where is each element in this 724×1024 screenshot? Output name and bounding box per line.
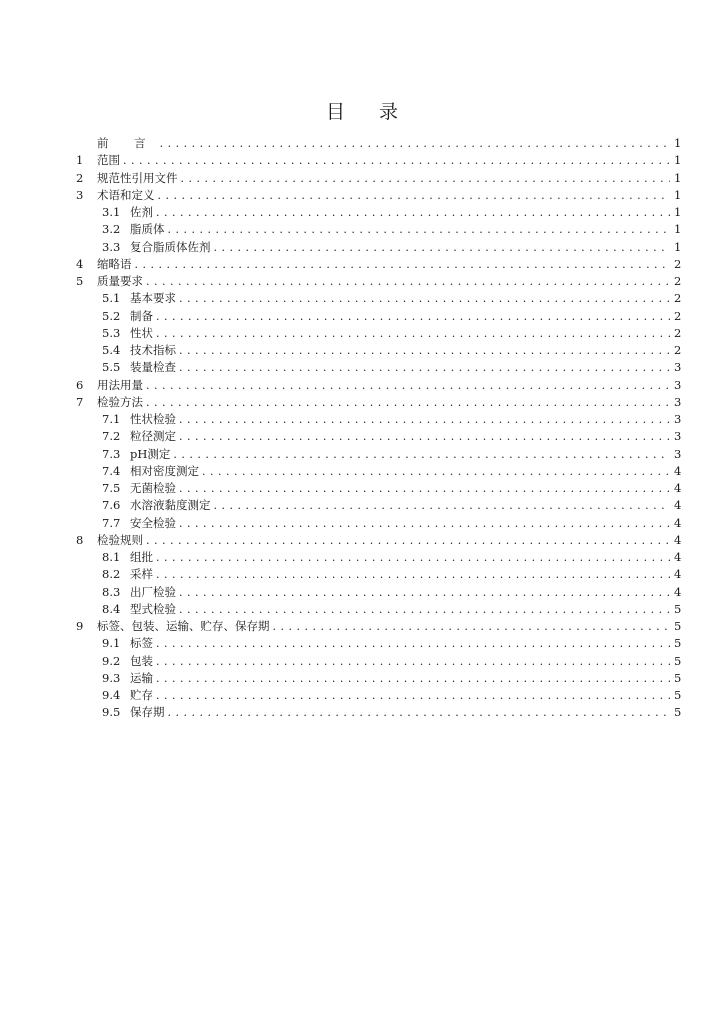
dot-leader — [214, 497, 671, 514]
toc-entry-label: 性状 — [130, 325, 153, 340]
toc-entry-number: 7.4 — [102, 463, 121, 478]
toc-entry — [76, 273, 680, 290]
toc-entry-page: 5 — [674, 636, 682, 651]
toc-entry-label: 相对密度测定 — [130, 463, 199, 478]
toc-entry-page: 1 — [674, 205, 682, 219]
dot-leader — [179, 290, 670, 307]
toc-entry-label: 复合脂质体佐剂 — [130, 239, 211, 254]
toc-entry-label: 贮存 — [130, 688, 153, 702]
toc-entry-number: 9 — [76, 619, 84, 633]
dot-leader — [202, 463, 670, 480]
toc-entry — [76, 532, 680, 549]
toc-entry-number: 3.2 — [102, 222, 121, 237]
toc-entry-page: 3 — [674, 429, 682, 444]
toc-entry-number: 9.2 — [102, 653, 121, 668]
toc-subentry — [76, 359, 680, 376]
dot-leader — [179, 584, 670, 601]
toc-subentry — [76, 308, 680, 325]
toc-entry-page: 5 — [674, 705, 682, 720]
toc-entry-label: 保存期 — [130, 705, 165, 720]
toc-entry-number: 3.3 — [102, 239, 121, 254]
toc-subentry — [76, 635, 680, 652]
dot-leader — [181, 170, 671, 187]
dot-leader — [156, 670, 670, 687]
toc-subentry — [76, 497, 680, 514]
toc-entry-page: 1 — [674, 239, 682, 254]
toc-entry-label: 出厂检验 — [130, 584, 176, 599]
dot-leader — [146, 532, 670, 549]
toc-entry-number: 8.3 — [102, 584, 121, 599]
toc-subentry — [76, 428, 680, 445]
dot-leader — [160, 135, 670, 152]
toc-entry-label: 组批 — [130, 550, 153, 564]
toc-entry-number: 9.1 — [102, 636, 121, 651]
toc-entry-page: 5 — [674, 688, 682, 702]
toc-entry-page: 2 — [674, 325, 682, 340]
toc-entry-page: 1 — [674, 222, 682, 237]
dot-leader — [158, 187, 671, 204]
dot-leader — [179, 359, 670, 376]
toc-entry-label: 检验规则 — [97, 532, 143, 547]
dot-leader — [156, 635, 670, 652]
toc-entry-label: 基本要求 — [130, 291, 176, 306]
toc-entry-number: 8.1 — [102, 550, 121, 564]
dot-leader — [168, 221, 671, 238]
toc-entry-number: 6 — [76, 377, 84, 392]
toc-entry-page: 3 — [674, 360, 682, 375]
dot-leader — [156, 325, 670, 342]
toc-entry-page: 5 — [674, 601, 682, 616]
toc-subentry — [76, 480, 680, 497]
dot-leader — [179, 480, 670, 497]
toc-entry-number: 5.5 — [102, 360, 121, 375]
toc-entry-label: 无菌检验 — [130, 481, 176, 495]
toc-entry-number: 7.1 — [102, 412, 121, 426]
toc-entry-number: 3.1 — [102, 205, 121, 219]
toc-entry-label: 术语和定义 — [97, 187, 155, 202]
toc-entry-label: 技术指标 — [130, 343, 176, 357]
toc-entry-page: 5 — [674, 653, 682, 668]
toc-entry-page: 2 — [674, 308, 682, 323]
toc-entry-page: 4 — [674, 567, 682, 582]
toc-entry-label: 装量检查 — [130, 360, 176, 375]
toc-subentry — [76, 342, 680, 359]
toc-entry-number: 5.4 — [102, 343, 121, 357]
toc-subentry — [76, 670, 680, 687]
toc-entry-label: 范围 — [97, 153, 120, 168]
toc-entry-label: 脂质体 — [130, 222, 165, 237]
toc-entry-number: 5 — [76, 274, 84, 288]
dot-leader — [156, 566, 670, 583]
toc-entry — [76, 187, 680, 204]
toc-entry-page: 1 — [674, 187, 682, 202]
toc-entry-label: 安全检验 — [130, 515, 176, 530]
toc-subentry — [76, 463, 680, 480]
toc-entry-number: 9.5 — [102, 705, 121, 720]
toc-subentry — [76, 221, 680, 238]
toc-entry-page: 4 — [674, 463, 682, 478]
toc-entry-page: 3 — [674, 412, 682, 426]
toc-entry-number: 4 — [76, 256, 84, 271]
toc-entry-label: 检验方法 — [97, 394, 143, 409]
toc-entry-label: 前 言 — [97, 136, 157, 150]
toc-entry-number: 7.5 — [102, 481, 121, 495]
toc-subentry — [76, 566, 680, 583]
toc-entry-number: 7 — [76, 394, 84, 409]
dot-leader — [135, 256, 671, 273]
toc-entry-number: 7.2 — [102, 429, 121, 444]
toc-entry-number: 7.6 — [102, 498, 121, 513]
dot-leader — [156, 653, 670, 670]
dot-leader — [179, 428, 670, 445]
toc-entry-label: 粒径测定 — [130, 429, 176, 444]
dot-leader — [179, 515, 670, 532]
toc-entry-number: 8 — [76, 532, 84, 547]
toc-entry-page: 1 — [674, 170, 682, 185]
toc-entry-label: 标签 — [130, 636, 153, 651]
dot-leader — [273, 618, 671, 635]
toc-entry-number: 5.1 — [102, 291, 121, 306]
toc-subentry — [76, 653, 680, 670]
toc-entry — [76, 170, 680, 187]
toc-entry-label: 运输 — [130, 670, 153, 685]
toc-entry-label: 水溶液黏度测定 — [130, 498, 211, 513]
toc-entry-number: 3 — [76, 187, 84, 202]
dot-leader — [156, 549, 670, 566]
toc-entry-label: 质量要求 — [97, 274, 143, 288]
toc-entry-label: 佐剂 — [130, 205, 153, 219]
toc-subentry — [76, 601, 680, 618]
toc-entry-page: 4 — [674, 584, 682, 599]
toc-entry-number: 8.2 — [102, 567, 121, 582]
toc-entry-page: 4 — [674, 532, 682, 547]
toc-entry — [76, 135, 680, 152]
toc-subentry — [76, 290, 680, 307]
toc-subentry — [76, 687, 680, 704]
dot-leader — [146, 377, 670, 394]
toc-entry-number: 2 — [76, 170, 84, 185]
toc-entry-label: 标签、包装、运输、贮存、保存期 — [97, 619, 270, 633]
toc-entry-page: 4 — [674, 481, 682, 495]
toc-entry — [76, 618, 680, 635]
toc-entry — [76, 152, 680, 169]
toc-entry — [76, 377, 680, 394]
dot-leader — [214, 239, 671, 256]
toc-subentry — [76, 584, 680, 601]
toc-entry-page: 3 — [674, 394, 682, 409]
toc-subentry — [76, 239, 680, 256]
toc-entry-label: 规范性引用文件 — [97, 170, 178, 185]
page-title: 目 录 — [325, 101, 413, 123]
toc-subentry — [76, 446, 680, 463]
table-of-contents — [76, 135, 680, 722]
dot-leader — [123, 152, 670, 169]
toc-entry-page: 5 — [674, 619, 682, 633]
toc-subentry — [76, 204, 680, 221]
dot-leader — [156, 687, 670, 704]
dot-leader — [146, 273, 670, 290]
toc-subentry — [76, 704, 680, 721]
toc-subentry — [76, 515, 680, 532]
dot-leader — [156, 308, 670, 325]
toc-entry-label: 型式检验 — [130, 601, 176, 616]
toc-entry-page: 1 — [674, 136, 682, 150]
toc-entry-number: 9.3 — [102, 670, 121, 685]
toc-entry-page: 1 — [674, 153, 682, 168]
toc-entry-page: 5 — [674, 670, 682, 685]
toc-entry-number: 1 — [76, 153, 84, 168]
toc-entry-number: 5.3 — [102, 325, 121, 340]
toc-entry-page: 4 — [674, 550, 682, 564]
toc-entry-page: 4 — [674, 515, 682, 530]
toc-entry-number: 8.4 — [102, 601, 121, 616]
toc-entry-label: 用法用量 — [97, 377, 143, 392]
toc-subentry — [76, 549, 680, 566]
toc-entry-label: pH测定 — [130, 446, 171, 461]
toc-entry-page: 3 — [674, 377, 682, 392]
dot-leader — [179, 411, 670, 428]
dot-leader — [156, 204, 670, 221]
toc-entry-label: 缩略语 — [97, 256, 132, 271]
toc-entry — [76, 394, 680, 411]
toc-entry-label: 性状检验 — [130, 412, 176, 426]
toc-entry-page: 2 — [674, 256, 682, 271]
toc-subentry — [76, 411, 680, 428]
toc-entry — [76, 256, 680, 273]
toc-entry-number: 5.2 — [102, 308, 121, 323]
dot-leader — [173, 446, 670, 463]
dot-leader — [179, 601, 670, 618]
dot-leader — [168, 704, 671, 721]
toc-entry-number: 9.4 — [102, 688, 121, 702]
toc-subentry — [76, 325, 680, 342]
dot-leader — [179, 342, 670, 359]
toc-entry-label: 包装 — [130, 653, 153, 668]
toc-entry-number: 7.7 — [102, 515, 121, 530]
toc-entry-page: 2 — [674, 291, 682, 306]
dot-leader — [146, 394, 670, 411]
toc-entry-label: 采样 — [130, 567, 153, 582]
toc-entry-page: 2 — [674, 343, 682, 357]
toc-entry-page: 3 — [674, 446, 682, 461]
toc-entry-page: 2 — [674, 274, 682, 288]
toc-entry-label: 制备 — [130, 308, 153, 323]
toc-entry-page: 4 — [674, 498, 682, 513]
toc-entry-number: 7.3 — [102, 446, 121, 461]
